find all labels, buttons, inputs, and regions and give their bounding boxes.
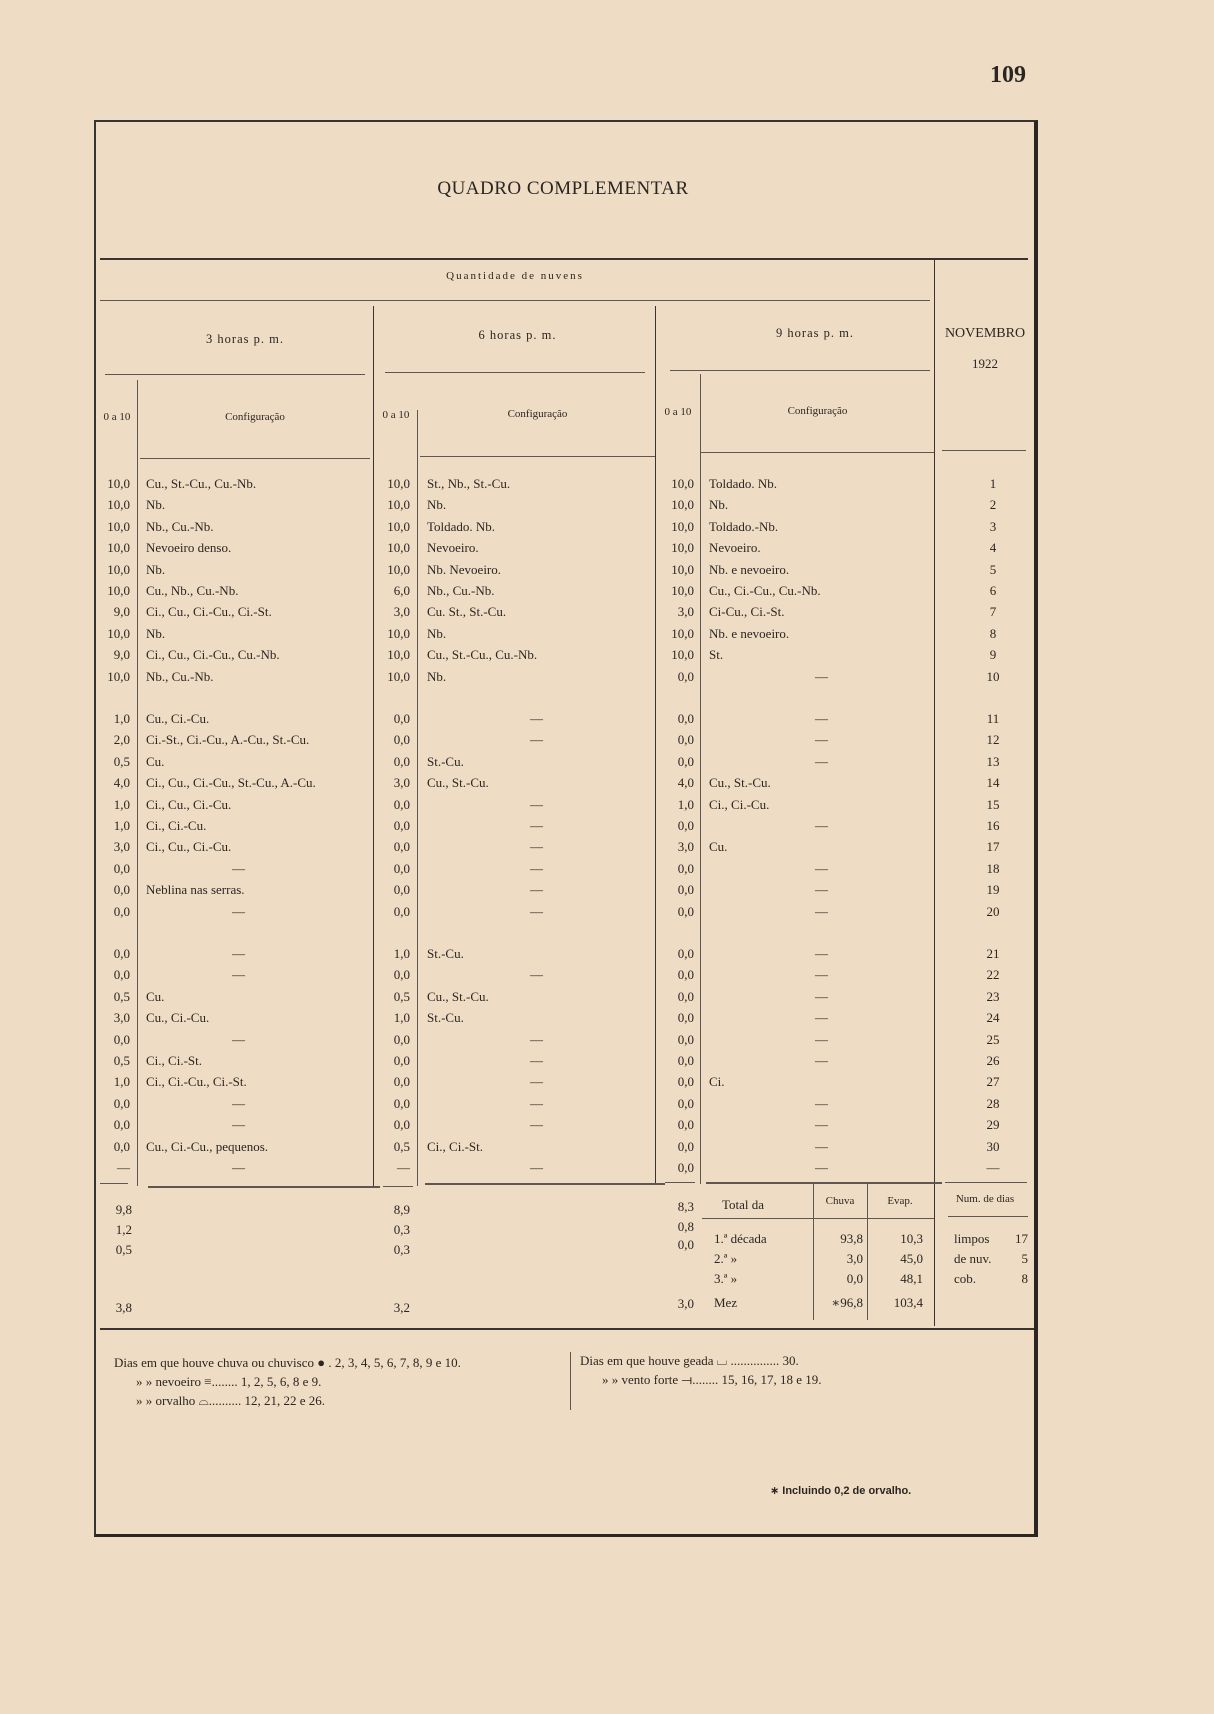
totals-label: Total da: [722, 1197, 765, 1212]
cover-6pm: 0,0: [393, 839, 410, 855]
config-6pm: Nb.: [427, 625, 447, 641]
cover-3pm: 0,0: [113, 1095, 130, 1111]
config-3pm: Ci., Cu., Ci.-Cu.: [146, 839, 232, 855]
day-number: 27: [986, 1074, 1000, 1090]
config-3pm: Ci., Ci.-Cu.: [146, 818, 207, 833]
cover-6pm: 6,0: [393, 583, 410, 598]
config-3pm: Nb.: [146, 561, 166, 577]
config-6pm: St., Nb., St.-Cu.: [427, 476, 511, 491]
cover-9pm: 0,0: [677, 1010, 694, 1026]
col-divider-5: [417, 410, 418, 1186]
config-6pm: Toldado. Nb.: [427, 518, 496, 534]
cover-3pm: 0,0: [113, 860, 130, 876]
col-divider-3: [934, 260, 935, 1326]
day-number: 12: [986, 732, 1000, 748]
time-rule-1: [105, 374, 365, 375]
config-9pm: —: [815, 1095, 828, 1111]
config-6pm: St.-Cu.: [427, 753, 464, 769]
cover-3pm: 9,0: [113, 604, 130, 620]
footer-fog: » » nevoeiro ≡........ 1, 2, 5, 6, 8 e 9.: [136, 1374, 322, 1389]
config-9pm: —: [815, 882, 828, 898]
config-3pm: Nb.: [146, 497, 166, 513]
day-number: 7: [989, 604, 997, 620]
cover-6pm: 0,5: [393, 988, 410, 1004]
cover-3pm: 10,0: [107, 497, 130, 513]
totals-header-rule: [702, 1218, 934, 1219]
page-number: 109: [990, 62, 1026, 88]
config-6pm: Nb.: [427, 668, 447, 684]
cover-3pm: 0,0: [113, 1117, 130, 1133]
config-3pm: Nevoeiro denso.: [146, 540, 232, 556]
config-3pm: —: [232, 860, 245, 876]
config-9pm: Ci-Cu., Ci.-St.: [709, 604, 785, 620]
config-6pm: —: [530, 1095, 543, 1111]
day-number: 18: [986, 860, 1000, 876]
scale-label-6pm: 0 a 10: [382, 409, 410, 421]
cover-9pm: 10,0: [671, 583, 694, 598]
config-6pm: Ci., Ci.-St.: [427, 1138, 483, 1154]
scale-label-9pm: 0 a 10: [664, 406, 692, 418]
day-number: 4: [989, 540, 997, 556]
cover-6pm: 0,0: [393, 1031, 410, 1047]
cover-6pm: 0,0: [393, 711, 410, 726]
config-3pm: Ci., Cu., Ci.-Cu.: [146, 796, 232, 812]
config-3pm: —: [232, 1117, 245, 1133]
month-header: NOVEMBRO: [944, 326, 1026, 341]
summary-col3-2: 0,5: [115, 1242, 132, 1257]
cover-9pm: 0,0: [677, 1117, 694, 1133]
config-9pm: Nevoeiro.: [709, 540, 761, 556]
group-rule: [100, 300, 930, 301]
cover-9pm: 0,0: [677, 753, 694, 769]
sum-rule-g: [945, 1182, 1027, 1183]
cover-3pm: 10,0: [107, 518, 130, 534]
config-6pm: —: [530, 882, 543, 898]
config-3pm: Ci., Cu., Ci.-Cu., Ci.-St.: [146, 604, 272, 620]
config-3pm: Cu.: [146, 988, 165, 1004]
evap-label: Evap.: [887, 1195, 913, 1207]
cover-3pm: 0,0: [113, 1031, 130, 1047]
day-number: 17: [986, 839, 1000, 855]
day-number: 29: [986, 1117, 1000, 1133]
config-9pm: Nb.: [709, 497, 729, 513]
config-9pm: Toldado.-Nb.: [709, 518, 779, 534]
cover-3pm: 0,0: [113, 882, 130, 898]
config-9pm: St.: [709, 647, 724, 663]
config-6pm: —: [530, 1031, 543, 1047]
config-6pm: —: [530, 1160, 543, 1175]
cover-6pm: 3,0: [393, 604, 410, 620]
day-number: 9: [989, 647, 997, 663]
totals-period: 2.ª »: [714, 1251, 738, 1266]
subhead-rule-4: [942, 450, 1026, 451]
config-3pm: Nb., Cu.-Nb.: [146, 668, 214, 684]
header-rule: [100, 258, 1028, 260]
days-category: cob.: [954, 1271, 977, 1286]
config-9pm: —: [815, 753, 828, 769]
config-9pm: Cu., St.-Cu.: [709, 775, 771, 791]
cover-3pm: 0,0: [113, 1138, 130, 1154]
day-number: 23: [986, 988, 1000, 1004]
cover-6pm: 0,0: [393, 860, 410, 876]
summary-col9-2: 0,0: [677, 1237, 694, 1252]
cover-9pm: 0,0: [677, 860, 694, 876]
summary-col3-3: 3,8: [115, 1300, 132, 1315]
config-9pm: Nb. e nevoeiro.: [709, 625, 790, 641]
totals-period: Mez: [714, 1295, 738, 1310]
config-6pm: Cu., St.-Cu.: [427, 988, 489, 1004]
config-6pm: Nb., Cu.-Nb.: [427, 583, 495, 598]
cover-6pm: 10,0: [387, 518, 410, 534]
cover-9pm: 10,0: [671, 647, 694, 663]
footnote: ∗ Incluindo 0,2 de orvalho.: [770, 1485, 912, 1497]
day-number: 19: [986, 882, 1000, 898]
cover-3pm: 3,0: [113, 839, 130, 855]
days-count: 5: [1021, 1251, 1028, 1266]
config-3pm: —: [232, 967, 245, 983]
cover-9pm: 0,0: [677, 903, 694, 919]
cover-9pm: 0,0: [677, 946, 694, 961]
cover-3pm: 9,0: [113, 647, 130, 663]
col-divider-6: [700, 374, 701, 1184]
day-number: 6: [989, 583, 997, 598]
totals-chuva: 0,0: [846, 1271, 863, 1286]
day-number: 13: [986, 753, 1000, 769]
summary-col9-1: 0,8: [677, 1219, 694, 1234]
footer-frost: Dias em que houve geada ⌴ ............... 30.: [580, 1353, 799, 1368]
config-6pm: Cu. St., St.-Cu.: [427, 604, 507, 620]
cover-9pm: 1,0: [677, 796, 694, 812]
cover-6pm: 10,0: [387, 540, 410, 556]
cover-9pm: 10,0: [671, 561, 694, 577]
config-6pm: —: [530, 860, 543, 876]
cover-9pm: 3,0: [677, 839, 694, 855]
sum-rule-d: [425, 1183, 665, 1185]
cover-6pm: 0,0: [393, 882, 410, 898]
time-rule-3: [670, 370, 930, 371]
days-category: de nuv.: [954, 1251, 992, 1266]
cover-6pm: 10,0: [387, 561, 410, 577]
config-6pm: —: [530, 1074, 543, 1090]
config-3pm: —: [232, 903, 245, 919]
cover-9pm: 10,0: [671, 625, 694, 641]
cover-9pm: 0,0: [677, 711, 694, 726]
totals-evap: 103,4: [893, 1295, 923, 1310]
config-label-9pm: Configuração: [787, 405, 848, 417]
cover-6pm: 10,0: [387, 668, 410, 684]
cover-9pm: 0,0: [677, 1138, 694, 1154]
config-3pm: —: [232, 1095, 245, 1111]
time-header-3pm: 3 horas p. m.: [206, 332, 284, 346]
config-9pm: —: [815, 967, 828, 983]
day-number: 30: [986, 1138, 1000, 1154]
year-header: 1922: [972, 356, 998, 371]
config-3pm: Nb., Cu.-Nb.: [146, 518, 214, 534]
config-6pm: —: [530, 818, 543, 833]
time-header-6pm: 6 horas p. m.: [478, 328, 557, 342]
cover-9pm: 0,0: [677, 882, 694, 898]
day-number: 24: [986, 1010, 1000, 1026]
day-number: 1: [989, 476, 997, 491]
col-divider-4: [137, 380, 138, 1186]
day-number: 10: [986, 668, 1000, 684]
config-3pm: —: [232, 1031, 245, 1047]
config-3pm: Cu., Nb., Cu.-Nb.: [146, 583, 239, 598]
cover-6pm: 0,0: [393, 967, 410, 983]
time-rule-2: [385, 372, 645, 373]
sum-rule-b: [148, 1186, 380, 1188]
cover-9pm: 10,0: [671, 518, 694, 534]
days-count: 8: [1021, 1271, 1028, 1286]
cover-3pm: 0,5: [113, 753, 130, 769]
config-3pm: —: [232, 1160, 245, 1175]
config-6pm: St.-Cu.: [427, 946, 464, 961]
config-6pm: —: [530, 1053, 543, 1068]
config-9pm: —: [815, 988, 828, 1004]
cover-6pm: 10,0: [387, 625, 410, 641]
cover-9pm: 10,0: [671, 497, 694, 513]
day-number: 5: [989, 561, 997, 577]
footer-dew: » » orvalho ⌓.......... 12, 21, 22 e 26.: [136, 1393, 326, 1408]
config-9pm: —: [815, 732, 828, 748]
config-9pm: —: [815, 1138, 828, 1154]
time-header-9pm: 9 horas p. m.: [776, 326, 854, 340]
config-6pm: St.-Cu.: [427, 1010, 464, 1026]
config-6pm: —: [530, 711, 543, 726]
config-6pm: —: [530, 839, 543, 855]
day-number: 22: [986, 967, 1000, 983]
cover-9pm: 10,0: [671, 476, 694, 491]
config-3pm: Ci., Cu., Ci.-Cu., Cu.-Nb.: [146, 647, 280, 663]
cover-9pm: 4,0: [677, 775, 694, 791]
summary-col9-0: 8,3: [677, 1199, 694, 1214]
cover-3pm: —: [117, 1160, 130, 1175]
summary-col6-3: 3,2: [393, 1300, 410, 1315]
totals-evap: 45,0: [900, 1251, 923, 1266]
sum-rule-e: [665, 1182, 695, 1183]
config-3pm: —: [232, 946, 245, 961]
cover-9pm: 0,0: [677, 967, 694, 983]
config-9pm: Nb. e nevoeiro.: [709, 561, 790, 577]
cover-6pm: 1,0: [393, 1010, 410, 1026]
summary-col3-0: 9,8: [115, 1202, 132, 1217]
totals-chuva: 93,8: [840, 1231, 863, 1246]
cover-9pm: 0,0: [677, 1031, 694, 1047]
config-6pm: Nb. Nevoeiro.: [427, 561, 502, 577]
cover-3pm: 10,0: [107, 561, 130, 577]
config-3pm: Ci.-St., Ci.-Cu., A.-Cu., St.-Cu.: [146, 732, 310, 748]
config-label-3pm: Configuração: [225, 411, 285, 423]
cover-6pm: 10,0: [387, 497, 410, 513]
day-number: 20: [986, 903, 1000, 919]
config-9pm: —: [815, 903, 828, 919]
config-9pm: —: [815, 946, 828, 961]
cover-3pm: 10,0: [107, 625, 130, 641]
group-header: Quantidade de nuvens: [446, 270, 584, 282]
cover-6pm: 0,0: [393, 1053, 410, 1068]
config-6pm: —: [530, 732, 543, 748]
config-6pm: Cu., St.-Cu.: [427, 775, 489, 791]
config-3pm: Ci., Ci.-St.: [146, 1053, 202, 1068]
config-6pm: —: [530, 1117, 543, 1133]
cover-3pm: 3,0: [113, 1010, 130, 1026]
cover-6pm: 10,0: [387, 476, 410, 491]
cover-3pm: 10,0: [107, 583, 130, 598]
cover-3pm: 1,0: [113, 711, 130, 726]
days-label: Num. de dias: [955, 1193, 1015, 1205]
cover-6pm: 10,0: [387, 647, 410, 663]
days-category: limpos: [954, 1231, 990, 1246]
cover-6pm: 0,0: [393, 753, 410, 769]
day-number: 26: [986, 1053, 1000, 1068]
table-title: QUADRO COMPLEMENTAR: [437, 178, 689, 199]
totals-evap: 48,1: [900, 1271, 923, 1286]
cover-6pm: 0,0: [393, 732, 410, 748]
subhead-rule-3: [700, 452, 935, 453]
totals-chuva: ∗96,8: [831, 1295, 863, 1310]
config-9pm: —: [815, 1053, 828, 1068]
day-number: 8: [989, 625, 997, 641]
config-9pm: —: [815, 818, 828, 833]
cover-9pm: 0,0: [677, 988, 694, 1004]
days-header-rule: [948, 1216, 1028, 1217]
config-9pm: Cu.: [709, 839, 728, 855]
subhead-rule-2: [420, 456, 655, 457]
days-count: 17: [1015, 1231, 1028, 1246]
footer-divider: [570, 1352, 571, 1410]
config-6pm: Cu., St.-Cu., Cu.-Nb.: [427, 647, 538, 663]
config-3pm: Cu., St.-Cu., Cu.-Nb.: [146, 476, 257, 491]
cover-3pm: 10,0: [107, 540, 130, 556]
sum-rule-a: [100, 1183, 128, 1184]
cover-6pm: 0,0: [393, 1117, 410, 1133]
cover-3pm: 1,0: [113, 1074, 130, 1090]
cover-9pm: 0,0: [677, 818, 694, 833]
cover-6pm: 0,0: [393, 1095, 410, 1111]
cover-3pm: 1,0: [113, 796, 130, 812]
day-number: 25: [986, 1031, 1000, 1047]
day-number: 3: [989, 518, 997, 534]
subhead-rule-1: [140, 458, 370, 459]
summary-col3-1: 1,2: [115, 1222, 132, 1237]
cover-6pm: 0,0: [393, 818, 410, 833]
cover-6pm: 0,0: [393, 903, 410, 919]
totals-period: 3.ª »: [714, 1271, 738, 1286]
totals-evap: 10,3: [900, 1231, 923, 1246]
day-number: —: [986, 1160, 1000, 1175]
cover-9pm: 3,0: [677, 604, 694, 620]
config-3pm: Cu.: [146, 753, 165, 769]
summary-col6-2: 0,3: [393, 1242, 410, 1257]
day-number: 2: [989, 497, 997, 513]
cover-3pm: 10,0: [107, 476, 130, 491]
config-9pm: —: [815, 860, 828, 876]
sum-rule-c: [383, 1186, 413, 1187]
sum-rule-f: [706, 1182, 942, 1184]
cover-6pm: 3,0: [393, 775, 410, 791]
cover-6pm: —: [397, 1160, 410, 1175]
cover-9pm: 0,0: [677, 1095, 694, 1111]
cover-9pm: 10,0: [671, 540, 694, 556]
cover-3pm: 0,5: [113, 988, 130, 1004]
scale-label-3pm: 0 a 10: [103, 411, 131, 423]
config-6pm: —: [530, 967, 543, 983]
cover-3pm: 4,0: [113, 775, 130, 791]
day-number: 15: [986, 796, 1000, 812]
config-9pm: —: [815, 1031, 828, 1047]
config-9pm: Cu., Ci.-Cu., Cu.-Nb.: [709, 583, 821, 598]
cover-6pm: 0,0: [393, 1074, 410, 1090]
day-number: 21: [986, 946, 1000, 961]
config-3pm: Ci., Ci.-Cu., Ci.-St.: [146, 1074, 247, 1090]
cover-3pm: 0,0: [113, 903, 130, 919]
cover-9pm: 0,0: [677, 1160, 694, 1175]
config-9pm: —: [815, 1010, 828, 1026]
cover-9pm: 0,0: [677, 1053, 694, 1068]
config-9pm: —: [815, 668, 828, 684]
cover-9pm: 0,0: [677, 732, 694, 748]
config-9pm: —: [815, 1160, 828, 1175]
footer-rule: [100, 1328, 1034, 1330]
totals-chuva: 3,0: [846, 1251, 863, 1266]
config-9pm: —: [815, 711, 828, 726]
config-3pm: Cu., Ci.-Cu.: [146, 711, 210, 726]
summary-col9-3: 3,0: [677, 1296, 694, 1311]
day-number: 28: [986, 1095, 1000, 1111]
config-9pm: Toldado. Nb.: [709, 476, 778, 491]
config-3pm: Nb.: [146, 625, 166, 641]
cover-6pm: 1,0: [393, 946, 410, 961]
cover-3pm: 10,0: [107, 668, 130, 684]
config-6pm: Nevoeiro.: [427, 540, 479, 556]
config-label-6pm: Configuração: [507, 408, 568, 420]
cover-3pm: 1,0: [113, 818, 130, 833]
config-6pm: —: [530, 796, 543, 812]
cover-6pm: 0,0: [393, 796, 410, 812]
cover-3pm: 0,0: [113, 946, 130, 961]
cover-9pm: 0,0: [677, 668, 694, 684]
config-9pm: Ci.: [709, 1074, 725, 1090]
cover-3pm: 0,0: [113, 967, 130, 983]
cover-6pm: 0,5: [393, 1138, 410, 1154]
config-6pm: Nb.: [427, 497, 447, 513]
config-3pm: Cu., Ci.-Cu.: [146, 1010, 210, 1026]
chuva-label: Chuva: [825, 1195, 855, 1207]
totals-period: 1.ª década: [714, 1231, 767, 1246]
day-number: 11: [986, 711, 1000, 726]
config-9pm: —: [815, 1117, 828, 1133]
config-9pm: Ci., Ci.-Cu.: [709, 796, 770, 812]
footer-rain: Dias em que houve chuva ou chuvisco ● . 2, 3, 4, 5, 6, 7, 8, 9 e 10.: [114, 1355, 461, 1370]
day-number: 16: [986, 818, 1000, 833]
config-3pm: Neblina nas serras.: [146, 882, 245, 898]
summary-col6-1: 0,3: [393, 1222, 410, 1237]
config-6pm: —: [530, 903, 543, 919]
cover-3pm: 0,5: [113, 1053, 130, 1068]
cover-3pm: 2,0: [113, 732, 130, 748]
day-number: 14: [986, 775, 1000, 791]
config-3pm: Ci., Cu., Ci.-Cu., St.-Cu., A.-Cu.: [146, 775, 316, 791]
footer-wind: » » vento forte ⟞........ 15, 16, 17, 18 e 19.: [602, 1372, 822, 1387]
cover-9pm: 0,0: [677, 1074, 694, 1090]
config-3pm: Cu., Ci.-Cu., pequenos.: [146, 1138, 269, 1154]
summary-col6-0: 8,9: [393, 1202, 410, 1217]
